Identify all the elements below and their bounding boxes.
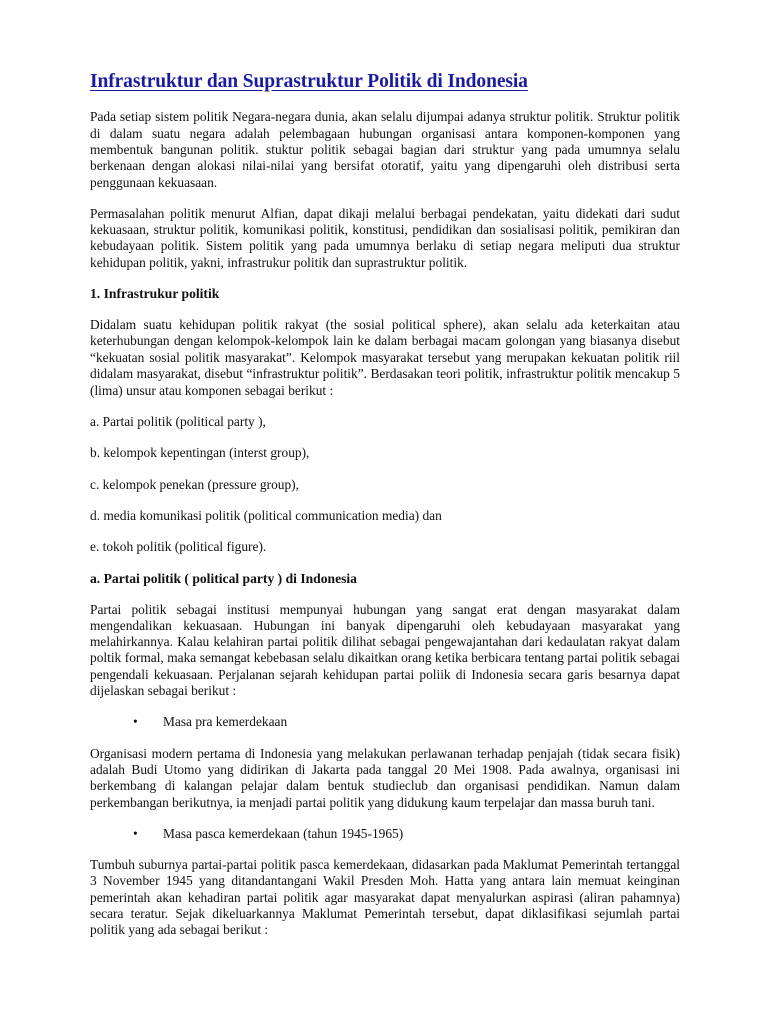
paragraph-infrastruktur-intro: Didalam suatu kehidupan politik rakyat (the sosial political sphere), akan selalu ada keterkaitan atau keterhubungan dengan kelompok-kelompok lain ke dalam berbagai macam golongan yang biasanya disebut “kekuatan sosial politik masyarakat”. Kelompok masyarakat tersebut yang merupakan kekuatan politik riil didalam masyarakat, disebut “infrastruktur politik”. Berdasakan teori politik, infrastruktur politik mencakup 5 (lima) unsur atau komponen sebagai berikut : xyxy=(90,317,680,398)
bullet-list-pasca-kemerdekaan xyxy=(90,826,680,842)
bullet-point-icon: • xyxy=(133,714,138,730)
lettered-item-a: a. Partai politik (political party ), xyxy=(90,414,266,430)
list-item-label: Masa pra kemerdekaan xyxy=(163,714,288,730)
list-item xyxy=(90,826,680,842)
list-item-label: Masa pasca kemerdekaan (tahun 1945-1965) xyxy=(163,825,404,841)
list-item xyxy=(90,714,680,730)
paragraph-intro: Pada setiap sistem politik Negara-negara dunia, akan selalu dijumpai adanya struktur politik. Struktur politik di dalam suatu negara adalah pelembagaan hubungan organisasi antara komponen-komponen yang membentuk bangunan politik. stuktur politik sebagai bagian dari struktur yang pada umumnya selalu berkenaan dengan alokasi nilai-nilai yang bersifat otoratif, yaitu yang dipengaruhi oleh distribusi serta penggunaan kekuasaan. xyxy=(90,109,680,190)
lettered-item-b: b. kelompok kepentingan (interst group), xyxy=(90,445,310,461)
paragraph-pra-kemerdekaan-body: Organisasi modern pertama di Indonesia yang melakukan perlawanan terhadap penjajah (tidak secara fisik) adalah Budi Utomo yang didirikan di Jakarta pada tanggal 20 Mei 1908. Pada awalnya, organisasi ini berkembang di kalangan pelajar dalam bentuk studieclub dan organisasi pendidikan. Namun dalam perkembangan berikutnya, ia menjadi partai politik yang didukung kaum terpelajar dan massa buruh tani. xyxy=(90,745,680,810)
heading-partai-politik-indonesia: a. Partai politik ( political party ) di Indonesia xyxy=(90,570,357,586)
bullet-list-pra-kemerdekaan xyxy=(90,714,680,730)
bullet-point-icon: • xyxy=(133,825,138,841)
paragraph-partai-politik-body: Partai politik sebagai institusi mempunyai hubungan yang sangat erat dengan masyarakat dalam mengendalikan kekuasaan. Hubungan ini banyak dipengaruhi oleh kebudayaan masyarakat yang melahirkannya. Kalau kelahiran partai politik dilihat sebagai pengewajantahan dari kedaulatan rakyat dalam poltik formal, maka semangat kebebasan selalu dikaitkan orang ketika berbicara tentang partai politik sebagai pengendali kekuasaan. Perjalanan sejarah kehidupan partai poliik di Indonesia secara garis besarnya dapat dijelaskan sebagai berikut : xyxy=(90,601,680,699)
lettered-item-e: e. tokoh politik (political figure). xyxy=(90,539,267,555)
heading-infrastrukur-politik: 1. Infrastrukur politik xyxy=(90,286,220,302)
page-title: Infrastruktur dan Suprastruktur Politik di Indonesia xyxy=(90,71,528,92)
lettered-item-d: d. media komunikasi politik (political communication media) dan xyxy=(90,507,442,523)
paragraph-pasca-kemerdekaan-body: Tumbuh suburnya partai-partai politik pasca kemerdekaan, didasarkan pada Maklumat Pemerintah tertanggal 3 November 1945 yang ditandantangani Wakil Presden Moh. Hatta yang antara lain memuat keinginan pemerintah akan kehadiran partai politik agar masyarakat dapat menyalurkan aspirasi (aliran pahamnya) secara teratur. Sejak dikeluarkannya Maklumat Pemerintah tersebut, dapat diklasifikasi sejumlah partai politik yang ada sebagai berikut : xyxy=(90,857,680,938)
paragraph-alfian: Permasalahan politik menurut Alfian, dapat dikaji melalui berbagai pendekatan, yaitu didekati dari sudut kekuasaan, struktur politik, komunikasi politik, konstitusi, pendidikan dan sosialisasi politik, pemikiran dan kebudayaan politik. Sistem politik yang pada umumnya berlaku di setiap negara meliputi dua struktur kehidupan politik, yakni, infrastrukur politik dan suprastruktur politik. xyxy=(90,205,680,270)
lettered-item-c: c. kelompok penekan (pressure group), xyxy=(90,476,299,492)
